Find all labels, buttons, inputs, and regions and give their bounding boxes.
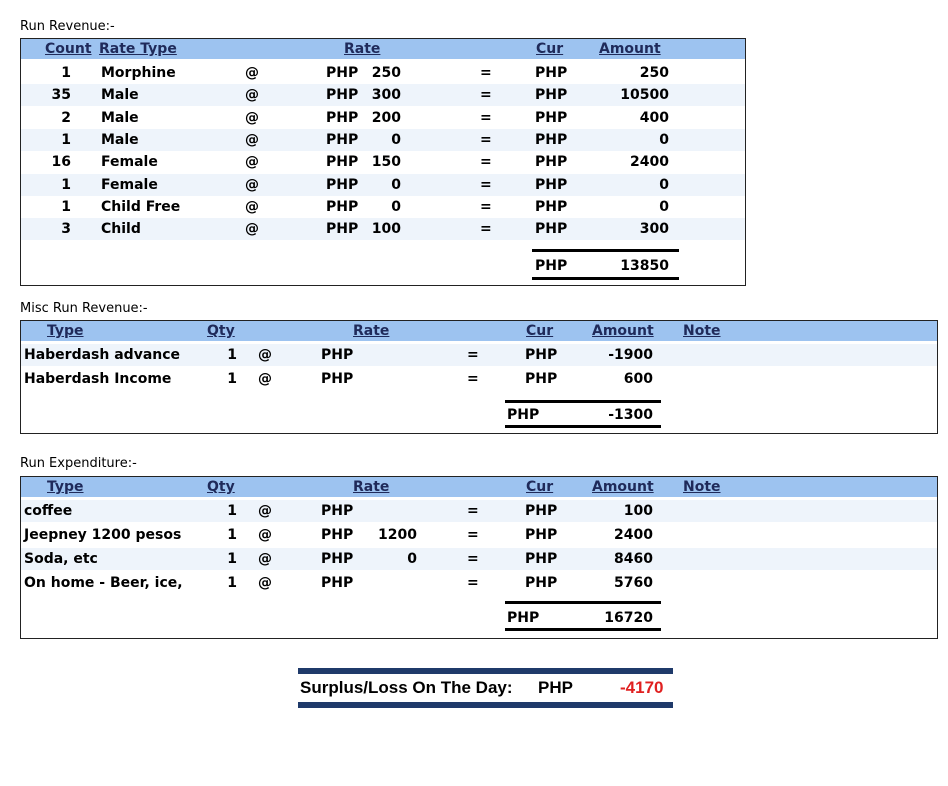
rate-type-cell: Morphine <box>101 65 176 81</box>
rate-cur-cell: PHP <box>321 371 354 387</box>
type-cell: Jeepney 1200 pesos <box>24 527 182 543</box>
cur-cell: PHP <box>525 575 558 591</box>
equals-symbol: = <box>467 527 479 543</box>
run-revenue-table <box>20 38 746 286</box>
rate-type-cell: Female <box>101 176 158 193</box>
rate-cur-cell: PHP <box>321 527 354 543</box>
total-amount: -1300 <box>608 407 653 423</box>
total-row <box>21 255 745 277</box>
amount-cell: 600 <box>623 371 653 387</box>
rate-cur-cell: PHP <box>321 503 354 519</box>
type-cell: Haberdash advance <box>24 347 181 363</box>
qty-cell: 1 <box>227 347 237 363</box>
total-amount: 13850 <box>620 258 669 274</box>
table-header <box>21 321 937 341</box>
rate-cur-cell: PHP <box>326 198 359 215</box>
amount-cell: 2400 <box>630 154 669 171</box>
rate-cell: 0 <box>391 198 401 215</box>
total-rule-bottom <box>505 628 661 631</box>
total-cur: PHP <box>535 258 568 274</box>
at-symbol: @ <box>245 65 259 81</box>
surplus-rule-bottom <box>298 702 673 708</box>
equals-symbol: = <box>467 503 479 519</box>
count-cell: 1 <box>61 176 71 193</box>
rate-cur-cell: PHP <box>326 176 359 193</box>
equals-symbol: = <box>467 347 479 363</box>
cur-cell: PHP <box>535 109 568 126</box>
header-rate: Rate <box>344 41 381 57</box>
count-cell: 16 <box>51 154 71 171</box>
at-symbol: @ <box>258 503 272 519</box>
surplus-rule-top <box>298 668 673 674</box>
at-symbol: @ <box>245 87 259 104</box>
rate-cur-cell: PHP <box>321 551 354 567</box>
table-row <box>21 84 745 106</box>
at-symbol: @ <box>245 154 259 171</box>
table-row <box>21 151 745 173</box>
rate-cell: 150 <box>371 154 401 171</box>
equals-symbol: = <box>467 371 479 387</box>
amount-cell: -1900 <box>608 347 653 363</box>
rate-type-cell: Child Free <box>101 198 181 215</box>
rate-cell: 0 <box>391 176 401 193</box>
table-row <box>21 174 745 196</box>
rate-type-cell: Child <box>101 221 141 238</box>
rate-cell: 1200 <box>378 527 417 543</box>
qty-cell: 1 <box>227 551 237 567</box>
type-cell: coffee <box>24 503 73 519</box>
misc-revenue-table <box>20 320 938 434</box>
equals-symbol: = <box>480 109 492 126</box>
at-symbol: @ <box>258 371 272 387</box>
total-row <box>21 607 937 629</box>
cur-cell: PHP <box>525 551 558 567</box>
cur-cell: PHP <box>525 527 558 543</box>
header-cur: Cur <box>526 323 554 339</box>
total-amount: 16720 <box>604 610 653 626</box>
cur-cell: PHP <box>535 154 568 171</box>
header-cur: Cur <box>526 479 554 495</box>
header-qty: Qty <box>207 479 235 495</box>
rate-cur-cell: PHP <box>326 65 359 81</box>
run-expenditure-table <box>20 476 938 639</box>
total-row <box>21 404 937 426</box>
cur-cell: PHP <box>525 371 558 387</box>
type-cell: On home - Beer, ice, <box>24 575 183 591</box>
rate-cur-cell: PHP <box>326 221 359 238</box>
total-rule-bottom <box>532 277 679 280</box>
header-cur: Cur <box>536 41 564 57</box>
cur-cell: PHP <box>525 503 558 519</box>
total-cur: PHP <box>507 407 540 423</box>
rate-cur-cell: PHP <box>326 87 359 104</box>
table-row <box>21 344 937 366</box>
rate-type-cell: Male <box>101 87 139 104</box>
cur-cell: PHP <box>535 131 568 148</box>
cur-cell: PHP <box>535 176 568 193</box>
table-row <box>21 218 745 240</box>
cur-cell: PHP <box>535 87 568 104</box>
header-rate: Rate <box>353 479 390 495</box>
rate-cell: 300 <box>371 87 401 104</box>
amount-cell: 8460 <box>614 551 653 567</box>
at-symbol: @ <box>258 527 272 543</box>
count-cell: 2 <box>61 109 71 126</box>
table-row <box>21 129 745 151</box>
surplus-cur: PHP <box>538 678 573 697</box>
header-note: Note <box>683 323 721 339</box>
at-symbol: @ <box>245 131 259 148</box>
header-amount: Amount <box>592 323 654 339</box>
equals-symbol: = <box>467 551 479 567</box>
qty-cell: 1 <box>227 371 237 387</box>
rate-cur-cell: PHP <box>326 109 359 126</box>
header-count: Count <box>45 41 92 57</box>
table-row <box>21 572 937 594</box>
rate-type-cell: Male <box>101 109 139 126</box>
rate-cur-cell: PHP <box>326 131 359 148</box>
total-rule-top <box>532 249 679 252</box>
qty-cell: 1 <box>227 575 237 591</box>
equals-symbol: = <box>480 154 492 171</box>
rate-cur-cell: PHP <box>321 575 354 591</box>
rate-cur-cell: PHP <box>321 347 354 363</box>
table-row <box>21 548 937 570</box>
cur-cell: PHP <box>535 65 568 81</box>
amount-cell: 10500 <box>620 87 669 104</box>
type-cell: Haberdash Income <box>24 371 172 387</box>
equals-symbol: = <box>480 221 492 238</box>
table-header <box>21 477 937 497</box>
at-symbol: @ <box>245 176 259 193</box>
table-row <box>21 107 745 129</box>
table-row <box>21 524 937 546</box>
table-row <box>21 196 745 218</box>
at-symbol: @ <box>245 221 259 238</box>
at-symbol: @ <box>245 198 259 215</box>
amount-cell: 2400 <box>614 527 653 543</box>
type-cell: Soda, etc <box>24 551 98 567</box>
run-expenditure-title: Run Expenditure:- <box>20 456 137 471</box>
amount-cell: 5760 <box>614 575 653 591</box>
amount-cell: 0 <box>659 176 669 193</box>
rate-cell: 200 <box>371 109 401 126</box>
surplus-row <box>298 678 673 700</box>
at-symbol: @ <box>258 575 272 591</box>
at-symbol: @ <box>258 551 272 567</box>
total-rule-top <box>505 601 661 604</box>
surplus-label: Surplus/Loss On The Day: <box>300 678 513 697</box>
at-symbol: @ <box>258 347 272 363</box>
cur-cell: PHP <box>535 198 568 215</box>
cur-cell: PHP <box>525 347 558 363</box>
at-symbol: @ <box>245 109 259 126</box>
total-rule-bottom <box>505 425 661 428</box>
total-rule-top <box>505 400 661 403</box>
count-cell: 1 <box>61 198 71 215</box>
equals-symbol: = <box>480 176 492 193</box>
table-row <box>21 62 745 84</box>
rate-cell: 0 <box>407 551 417 567</box>
qty-cell: 1 <box>227 527 237 543</box>
run-revenue-title: Run Revenue:- <box>20 19 115 34</box>
rate-cell: 0 <box>391 131 401 148</box>
equals-symbol: = <box>480 131 492 148</box>
amount-cell: 0 <box>659 198 669 215</box>
amount-cell: 100 <box>623 503 653 519</box>
amount-cell: 300 <box>639 221 669 238</box>
header-note: Note <box>683 479 721 495</box>
table-row <box>21 368 937 390</box>
equals-symbol: = <box>467 575 479 591</box>
rate-cell: 250 <box>371 65 401 81</box>
rate-cell: 100 <box>371 221 401 238</box>
header-amount: Amount <box>592 479 654 495</box>
surplus-amount: -4170 <box>620 678 664 697</box>
qty-cell: 1 <box>227 503 237 519</box>
header-qty: Qty <box>207 323 235 339</box>
count-cell: 3 <box>61 221 71 238</box>
table-header <box>21 39 745 59</box>
cur-cell: PHP <box>535 221 568 238</box>
header-type: Type <box>47 323 84 339</box>
count-cell: 35 <box>51 87 71 104</box>
misc-revenue-title: Misc Run Revenue:- <box>20 301 148 316</box>
header-rate: Rate <box>353 323 390 339</box>
count-cell: 1 <box>61 131 71 148</box>
equals-symbol: = <box>480 198 492 215</box>
rate-type-cell: Female <box>101 154 158 171</box>
equals-symbol: = <box>480 65 492 81</box>
header-amount: Amount <box>599 41 661 57</box>
header-rate-type: Rate Type <box>99 41 177 57</box>
amount-cell: 0 <box>659 131 669 148</box>
total-cur: PHP <box>507 610 540 626</box>
equals-symbol: = <box>480 87 492 104</box>
rate-cur-cell: PHP <box>326 154 359 171</box>
table-row <box>21 500 937 522</box>
header-type: Type <box>47 479 84 495</box>
amount-cell: 250 <box>639 65 669 81</box>
count-cell: 1 <box>61 65 71 81</box>
rate-type-cell: Male <box>101 131 139 148</box>
amount-cell: 400 <box>639 109 669 126</box>
